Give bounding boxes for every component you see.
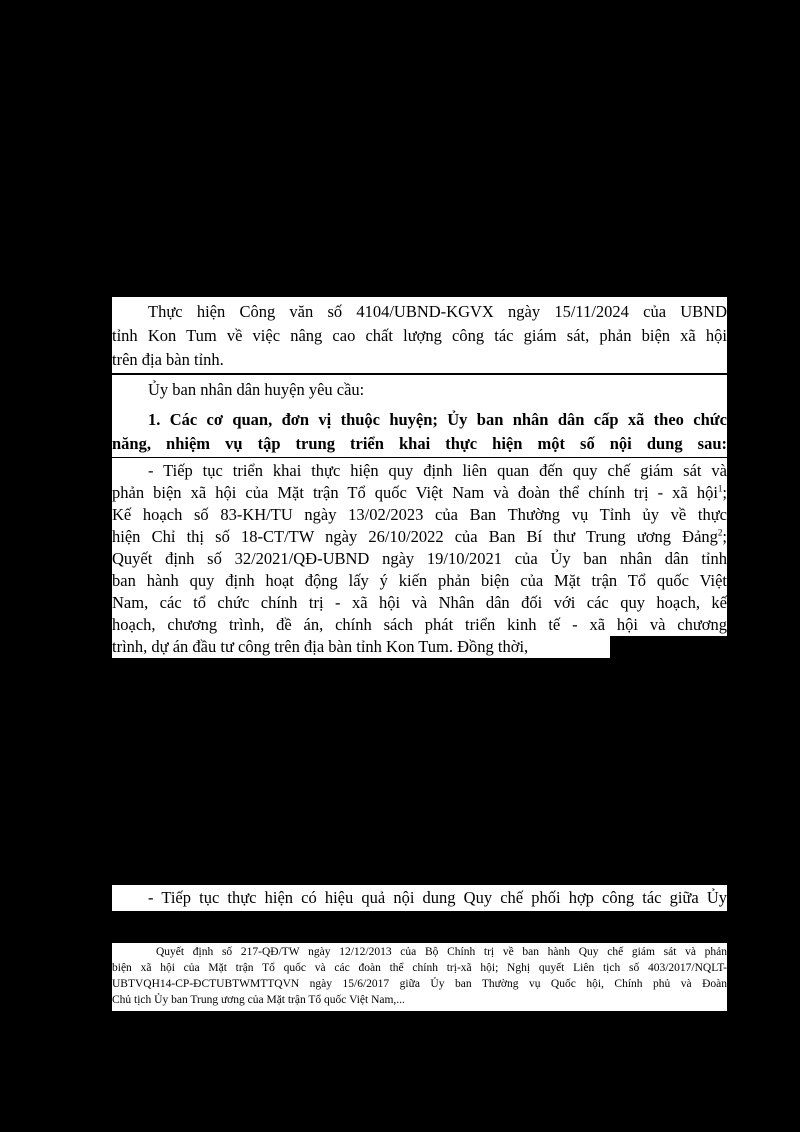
section-heading [112, 405, 727, 457]
text-line: trên địa bàn tỉnh. [112, 350, 224, 369]
text-line: Thực hiện Công văn số 4104/UBND-KGVX ngày 15/11/2024 của UBND [148, 302, 727, 321]
footnote-ref[interactable]: 2 [717, 527, 723, 538]
footnote-ref[interactable]: 1 [717, 483, 723, 494]
heading-line: năng, nhiệm vụ tập trung triển khai thực hiện một số nội dung sau: [112, 434, 727, 453]
footnote-line: biện xã hội của Mặt trận Tổ quốc và các đoàn thể chính trị-xã hội; Nghị quyết Liên tịch số 403/2017/NQLT- [112, 962, 727, 974]
text-line: - Tiếp tục triển khai thực hiện quy định liên quan đến quy chế giám sát và [148, 461, 727, 480]
text-line: ban hành quy định hoạt động lấy ý kiến phản biện của Mặt trận Tổ quốc Việt [112, 571, 727, 590]
heading-line: 1. Các cơ quan, đơn vị thuộc huyện; Ủy ban nhân dân cấp xã theo chức [148, 410, 727, 429]
text-line: trình, dự án đầu tư công trên địa bàn tỉnh Kon Tum. Đồng thời, [112, 637, 529, 656]
footnote-line: Chủ tịch Ủy ban Trung ương của Mặt trận Tổ quốc Việt Nam,... [112, 994, 405, 1006]
footnote-line: UBTVQH14-CP-ĐCTUBTWMTTQVN ngày 15/6/2017 giữa Ủy ban Thường vụ Quốc hội, Chính phủ và Đoàn [112, 978, 727, 990]
text-line: tỉnh Kon Tum về việc nâng cao chất lượng công tác giám sát, phản biện xã hội [112, 326, 727, 345]
text-line: Nam, các tổ chức chính trị - xã hội và Nhân dân đối với các quy hoạch, kế [112, 593, 727, 612]
text-line: hiện Chỉ thị số 18-CT/TW ngày 26/10/2022 của Ban Bí thư Trung ương Đảng$^2$; [112, 527, 727, 546]
footnote [112, 943, 727, 1011]
paragraph-request [112, 375, 727, 405]
paragraph-intro [112, 297, 727, 373]
text-line: Ủy ban nhân dân huyện yêu cầu: [148, 380, 365, 399]
footnote-line: Quyết định số 217-QĐ/TW ngày 12/12/2013 của Bộ Chính trị về ban hành Quy chế giám sát và phản [156, 946, 727, 958]
text-line: - Tiếp tục thực hiện có hiệu quả nội dung Quy chế phối hợp công tác giữa Ủy [148, 888, 727, 907]
text-line: Quyết định số 32/2021/QĐ-UBND ngày 19/10/2021 của Ủy ban nhân dân tỉnh [112, 549, 727, 568]
paragraph-coordination [112, 885, 727, 911]
text-line: hoạch, chương trình, đề án, chính sách phát triển kinh tế - xã hội và chương [112, 615, 727, 634]
paragraph-regulations [112, 458, 727, 636]
paragraph-regulations-cont [112, 636, 610, 658]
text-line: phản biện xã hội của Mặt trận Tổ quốc Việt Nam và đoàn thể chính trị - xã hội$^1$; [112, 483, 727, 502]
text-line: Kế hoạch số 83-KH/TU ngày 13/02/2023 của Ban Thường vụ Tỉnh ủy về thực [112, 505, 727, 524]
